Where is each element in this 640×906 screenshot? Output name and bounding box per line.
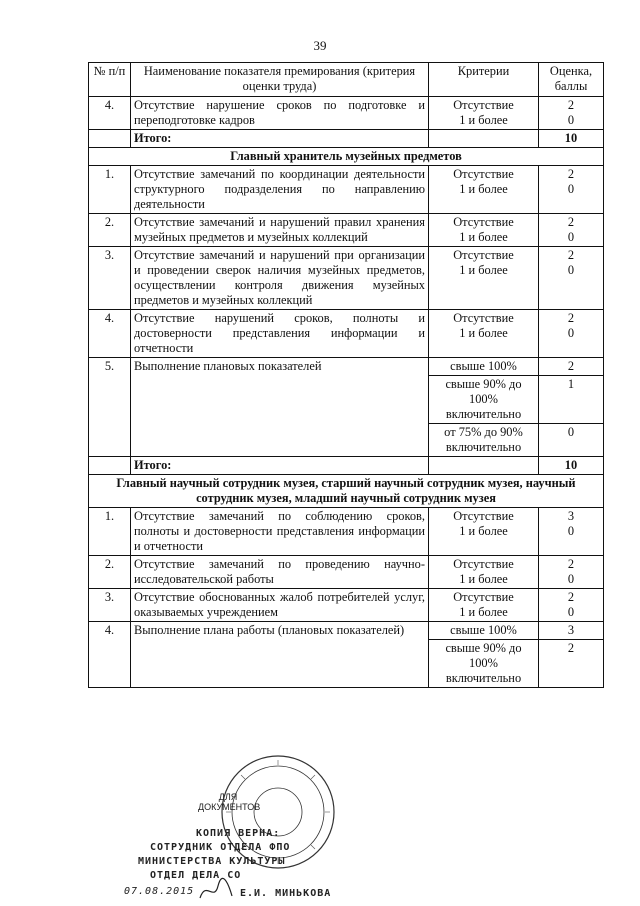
table-row (89, 589, 604, 622)
premium-criteria-table (88, 62, 604, 688)
row-score: 2 0 (539, 97, 604, 130)
seal-stamp (218, 752, 338, 872)
row-criteria: Отсутствие 1 и более (429, 310, 539, 358)
total-label: Итого: (131, 457, 429, 475)
row-score: 2 0 (539, 247, 604, 310)
row-criteria: Отсутствие 1 и более (429, 556, 539, 589)
row-num: 2. (89, 214, 131, 247)
table-header-row (89, 63, 604, 97)
row-score: 3 0 (539, 508, 604, 556)
total-value: 10 (539, 457, 604, 475)
row-criteria: Отсутствие 1 и более (429, 589, 539, 622)
row-name: Отсутствие нарушение сроков по подготовке и переподготовке кадров (131, 97, 429, 130)
signature (196, 876, 236, 906)
certification-line: СОТРУДНИК ОТДЕЛА ФПО (150, 842, 291, 853)
row-criteria: свыше 90% до 100% включительно (429, 640, 539, 688)
row-score: 2 (539, 358, 604, 376)
row-criteria: от 75% до 90% включительно (429, 424, 539, 457)
table-row (89, 214, 604, 247)
page-number: 39 (313, 38, 327, 53)
row-score: 0 (539, 424, 604, 457)
row-num: 4. (89, 622, 131, 688)
certification-line: КОПИЯ ВЕРНА: (196, 828, 281, 839)
certification-line: МИНИСТЕРСТВА КУЛЬТУРЫ (138, 856, 286, 867)
row-name: Отсутствие замечаний по соблюдению сроков, полноты и достоверности представления информации и отчетности (131, 508, 429, 556)
row-score: 2 0 (539, 214, 604, 247)
row-num: 4. (89, 97, 131, 130)
row-criteria: Отсутствие 1 и более (429, 97, 539, 130)
row-criteria: свыше 100% (429, 622, 539, 640)
table-row (89, 166, 604, 214)
row-num: 1. (89, 166, 131, 214)
row-num: 3. (89, 589, 131, 622)
section-title-row (89, 475, 604, 508)
row-name: Выполнение плановых показателей (131, 358, 429, 457)
row-score: 2 0 (539, 310, 604, 358)
table-row (89, 247, 604, 310)
total-label: Итого: (131, 130, 429, 148)
header-criteria: Критерии (429, 63, 539, 97)
table-row (89, 622, 604, 640)
seal-label: ДЛЯ ДОКУМЕНТОВ (198, 792, 261, 812)
row-name: Отсутствие замечаний по проведению научно-исследовательской работы (131, 556, 429, 589)
header-name: Наименование показателя премирования (критерия оценки труда) (131, 63, 429, 97)
row-num: 5. (89, 358, 131, 457)
certification-date: 07.08.2015 (124, 886, 195, 897)
row-name: Отсутствие замечаний и нарушений при организации и проведении сверок наличия музейных предметов, осуществлении контроля движения музейных предметов и музейных коллекций (131, 247, 429, 310)
table-row (89, 358, 604, 376)
section-title-row (89, 148, 604, 166)
total-row (89, 457, 604, 475)
row-num: 4. (89, 310, 131, 358)
table-row (89, 556, 604, 589)
row-criteria: Отсутствие 1 и более (429, 214, 539, 247)
row-criteria: Отсутствие 1 и более (429, 508, 539, 556)
row-name: Отсутствие нарушений сроков, полноты и достоверности представления информации и отчетности (131, 310, 429, 358)
row-score: 2 (539, 640, 604, 688)
row-score: 2 0 (539, 556, 604, 589)
row-score: 3 (539, 622, 604, 640)
row-num: 2. (89, 556, 131, 589)
table-row (89, 310, 604, 358)
row-name: Отсутствие замечаний по координации деятельности структурного подразделения по направлению деятельности (131, 166, 429, 214)
row-score: 1 (539, 376, 604, 424)
section-title: Главный научный сотрудник музея, старший научный сотрудник музея, научный сотрудник музея, младший научный сотрудник музея (89, 475, 604, 508)
total-row (89, 130, 604, 148)
row-num: 3. (89, 247, 131, 310)
table-row (89, 97, 604, 130)
certification-line: ОТДЕЛ ДЕЛА СО (150, 870, 242, 881)
row-criteria: свыше 90% до 100% включительно (429, 376, 539, 424)
signer-name: Е.И. МИНЬКОВА (240, 888, 332, 899)
row-name: Отсутствие обоснованных жалоб потребителей услуг, оказываемых учреждением (131, 589, 429, 622)
row-score: 2 0 (539, 589, 604, 622)
header-num: № п/п (89, 63, 131, 97)
section-title: Главный хранитель музейных предметов (89, 148, 604, 166)
table-row (89, 508, 604, 556)
row-criteria: свыше 100% (429, 358, 539, 376)
row-criteria: Отсутствие 1 и более (429, 166, 539, 214)
row-name: Отсутствие замечаний и нарушений правил хранения музейных предметов и музейных коллекций (131, 214, 429, 247)
row-score: 2 0 (539, 166, 604, 214)
total-value: 10 (539, 130, 604, 148)
row-name: Выполнение плана работы (плановых показателей) (131, 622, 429, 688)
header-score: Оценка, баллы (539, 63, 604, 97)
row-num: 1. (89, 508, 131, 556)
row-criteria: Отсутствие 1 и более (429, 247, 539, 310)
